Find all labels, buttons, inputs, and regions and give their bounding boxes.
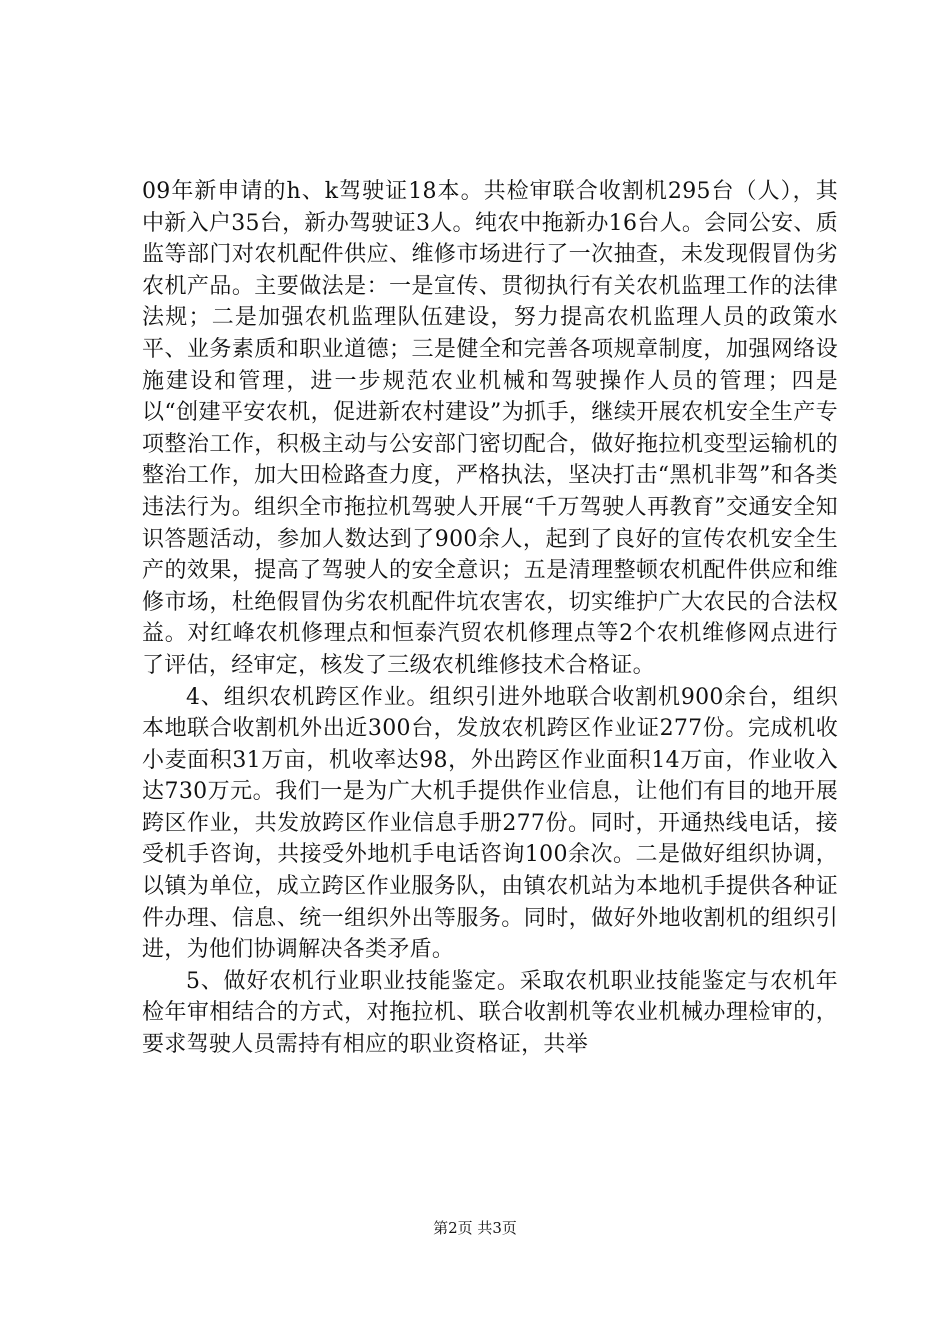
document-body	[142, 176, 838, 1061]
paragraph-section-4: 4、组织农机跨区作业。组织引进外地联合收割机900余台，组织本地联合收割机外出近300台，发放农机跨区作业证277份。完成机收小麦面积31万亩，机收率达98，外出跨区作业面积14万亩，作业收入达730万元。我们一是为广大机手提供作业信息，让他们有目的地开展跨区作业，共发放跨区作业信息手册277份。同时，开通热线电话，接受机手咨询，共接受外地机手电话咨询100余次。二是做好组织协调，以镇为单位，成立跨区作业服务队，由镇农机站为本地机手提供各种证件办理、信息、统一组织外出等服务。同时，做好外地收割机的组织引进，为他们协调解决各类矛盾。	[142, 684, 838, 963]
page-number-footer: 第2页 共3页	[433, 1219, 517, 1237]
paragraph-continued: 09年新申请的h、k驾驶证18本。共检审联合收割机295台（人），其中新入户35台，新办驾驶证3人。纯农中拖新办16台人。会同公安、质监等部门对农机配件供应、维修市场进行了一次抽查，未发现假冒伪劣农机产品。主要做法是：一是宣传、贯彻执行有关农机监理工作的法律法规；二是加强农机监理队伍建设，努力提高农机监理人员的政策水平、业务素质和职业道德；三是健全和完善各项规章制度，加强网络设施建设和管理，进一步规范农业机械和驾驶操作人员的管理；四是以“创建平安农机，促进新农村建设”为抓手，继续开展农机安全生产专项整治工作，积极主动与公安部门密切配合，做好拖拉机变型运输机的整治工作，加大田检路查力度，严格执法，坚决打击“黑机非驾”和各类违法行为。组织全市拖拉机驾驶人开展“千万驾驶人再教育”交通安全知识答题活动，参加人数达到了900余人，起到了良好的宣传农机安全生产的效果，提高了驾驶人的安全意识；五是清理整顿农机配件供应和维修市场，杜绝假冒伪劣农机配件坑农害农，切实维护广大农民的合法权益。对红峰农机修理点和恒泰汽贸农机修理点等2个农机维修网点进行了评估，经审定，核发了三级农机维修技术合格证。	[142, 179, 838, 678]
paragraph-section-5: 5、做好农机行业职业技能鉴定。采取农机职业技能鉴定与农机年检年审相结合的方式，对拖拉机、联合收割机等农业机械办理检审的，要求驾驶人员需持有相应的职业资格证，共举	[142, 968, 838, 1058]
